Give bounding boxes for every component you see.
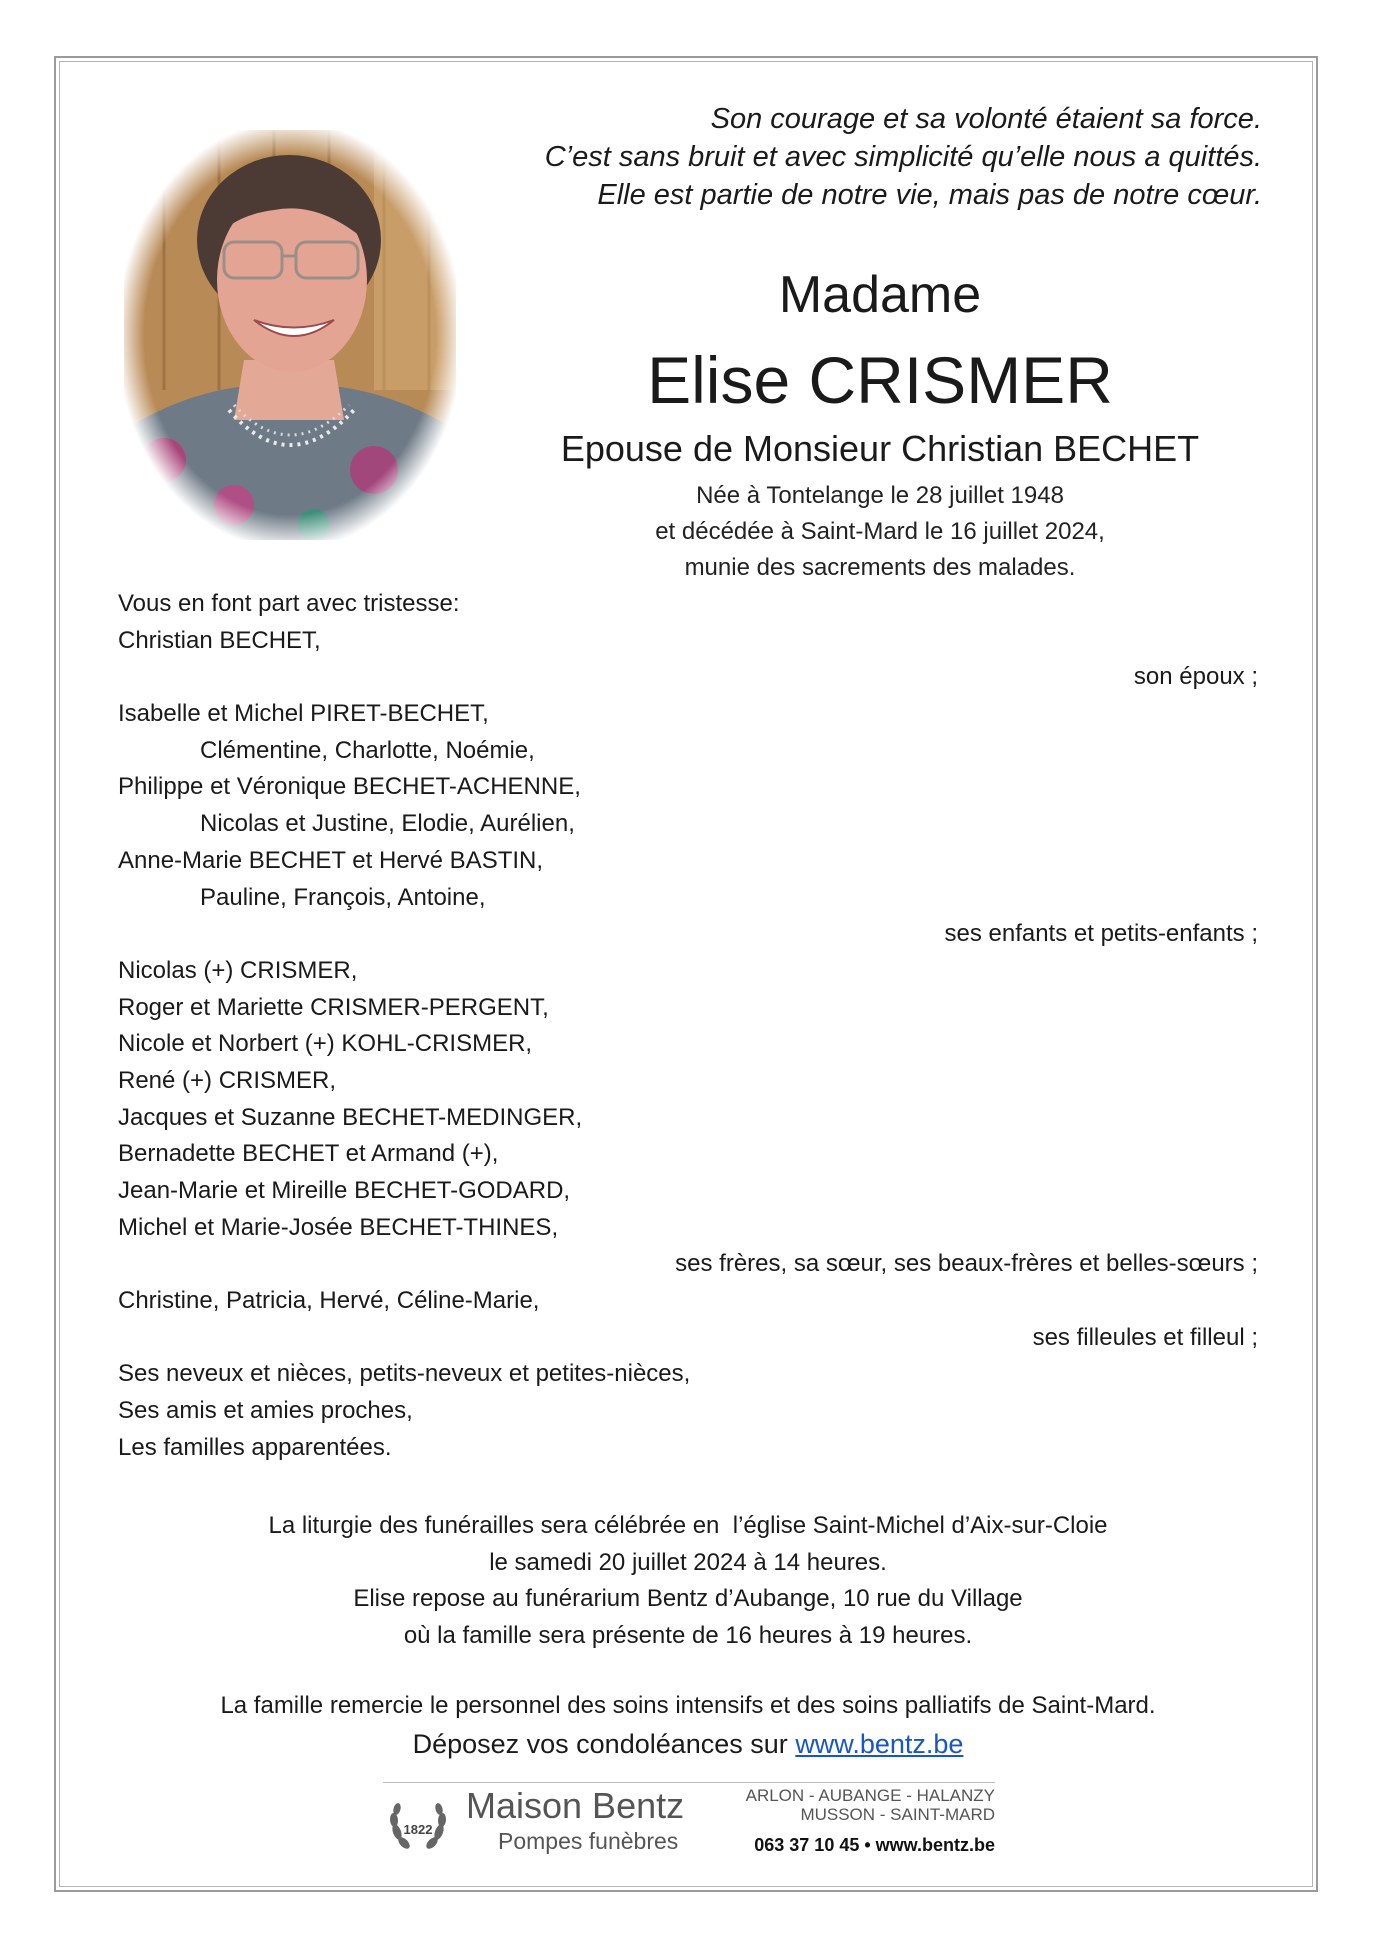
family-line: Jacques et Suzanne BECHET-MEDINGER, <box>118 1103 583 1131</box>
family-line: Jean-Marie et Mireille BECHET-GODARD, <box>118 1177 571 1204</box>
family-line: Ses amis et amies proches, <box>118 1397 413 1425</box>
condolences-link[interactable]: www.bentz.be <box>795 1729 964 1759</box>
emblem-year: 1822 <box>403 1822 433 1837</box>
detail-line: munie des sacrements des malades. <box>684 554 1076 581</box>
family-line: Christine, Patricia, Hervé, Céline-Marie, <box>118 1287 540 1315</box>
relation-label: ses filleules et filleul ; <box>1032 1323 1258 1351</box>
quote-line: C’est sans bruit et avec simplicité qu’elle nous a quittés. <box>544 141 1262 173</box>
relation-label: ses frères, sa sœur, ses beaux-frères et belles-sœurs ; <box>675 1250 1258 1278</box>
condolences-line <box>118 1724 1258 1764</box>
relation-label: ses enfants et petits-enfants ; <box>944 920 1258 948</box>
family-list <box>118 586 1258 1467</box>
family-line: Nicole et Norbert (+) KOHL-CRISMER, <box>118 1030 533 1058</box>
family-line: Philippe et Véronique BECHET-ACHENNE, <box>118 773 581 801</box>
funeral-details <box>118 1508 1258 1654</box>
quote-line: Son courage et sa volonté étaient sa force. <box>710 103 1262 135</box>
contact-info: 063 37 10 45 • www.bentz.be <box>754 1835 995 1855</box>
funeral-home-footer <box>383 1782 995 1868</box>
condolences-text: Déposez vos condoléances sur <box>412 1729 796 1759</box>
portrait-photo <box>124 130 456 540</box>
quote-line: Elle est partie de notre vie, mais pas de notre cœur. <box>597 179 1262 211</box>
laurel-emblem-icon <box>383 1792 453 1862</box>
family-line: Anne-Marie BECHET et Hervé BASTIN, <box>118 846 544 874</box>
brand-name: Maison Bentz <box>466 1785 685 1826</box>
family-line: Vous en font part avec tristesse: <box>118 590 460 617</box>
family-line: Nicolas (+) CRISMER, <box>118 956 358 984</box>
family-line: Ses neveux et nièces, petits-neveux et petites-nièces, <box>118 1360 691 1388</box>
family-line: Michel et Marie-Josée BECHET-THINES, <box>118 1213 559 1241</box>
birth-death-details <box>510 478 1250 586</box>
honorific: Madame <box>778 266 982 324</box>
funeral-line: où la famille sera présente de 16 heures à 19 heures. <box>403 1621 973 1649</box>
detail-line: Née à Tontelange le 28 juillet 1948 <box>696 482 1064 509</box>
family-line: Clémentine, Charlotte, Noémie, <box>200 736 535 764</box>
family-line: Les familles apparentées. <box>118 1433 392 1461</box>
family-line: Bernadette BECHET et Armand (+), <box>118 1140 499 1168</box>
locations-line: ARLON - AUBANGE - HALANZY <box>745 1786 995 1805</box>
relation-label: son époux ; <box>1133 663 1258 691</box>
locations-line: MUSSON - SAINT-MARD <box>800 1805 995 1824</box>
family-line: Nicolas et Justine, Elodie, Aurélien, <box>200 810 575 838</box>
thanks-note: La famille remercie le personnel des soins intensifs et des soins palliatifs de Saint-Mard. <box>220 1692 1156 1719</box>
brand-subtitle: Pompes funèbres <box>498 1828 679 1854</box>
memorial-quote <box>545 100 1262 214</box>
family-line: Pauline, François, Antoine, <box>200 883 486 911</box>
branch-locations <box>735 1786 995 1824</box>
family-line: Isabelle et Michel PIRET-BECHET, <box>118 700 489 728</box>
detail-line: et décédée à Saint-Mard le 16 juillet 2024, <box>655 518 1105 545</box>
footer-divider <box>383 1782 995 1783</box>
funeral-line: Elise repose au funérarium Bentz d’Aubange, 10 rue du Village <box>353 1585 1023 1612</box>
family-line: Christian BECHET, <box>118 626 321 654</box>
funeral-line: le samedi 20 juillet 2024 à 14 heures. <box>489 1548 887 1576</box>
funeral-line: La liturgie des funérailles sera célébrée en l’église Saint-Michel d’Aix-sur-Cloie <box>268 1512 1108 1539</box>
deceased-name: Elise CRISMER <box>647 343 1113 417</box>
spouse-line: Epouse de Monsieur Christian BECHET <box>560 428 1200 469</box>
family-line: René (+) CRISMER, <box>118 1066 337 1094</box>
family-line: Roger et Mariette CRISMER-PERGENT, <box>118 993 549 1021</box>
